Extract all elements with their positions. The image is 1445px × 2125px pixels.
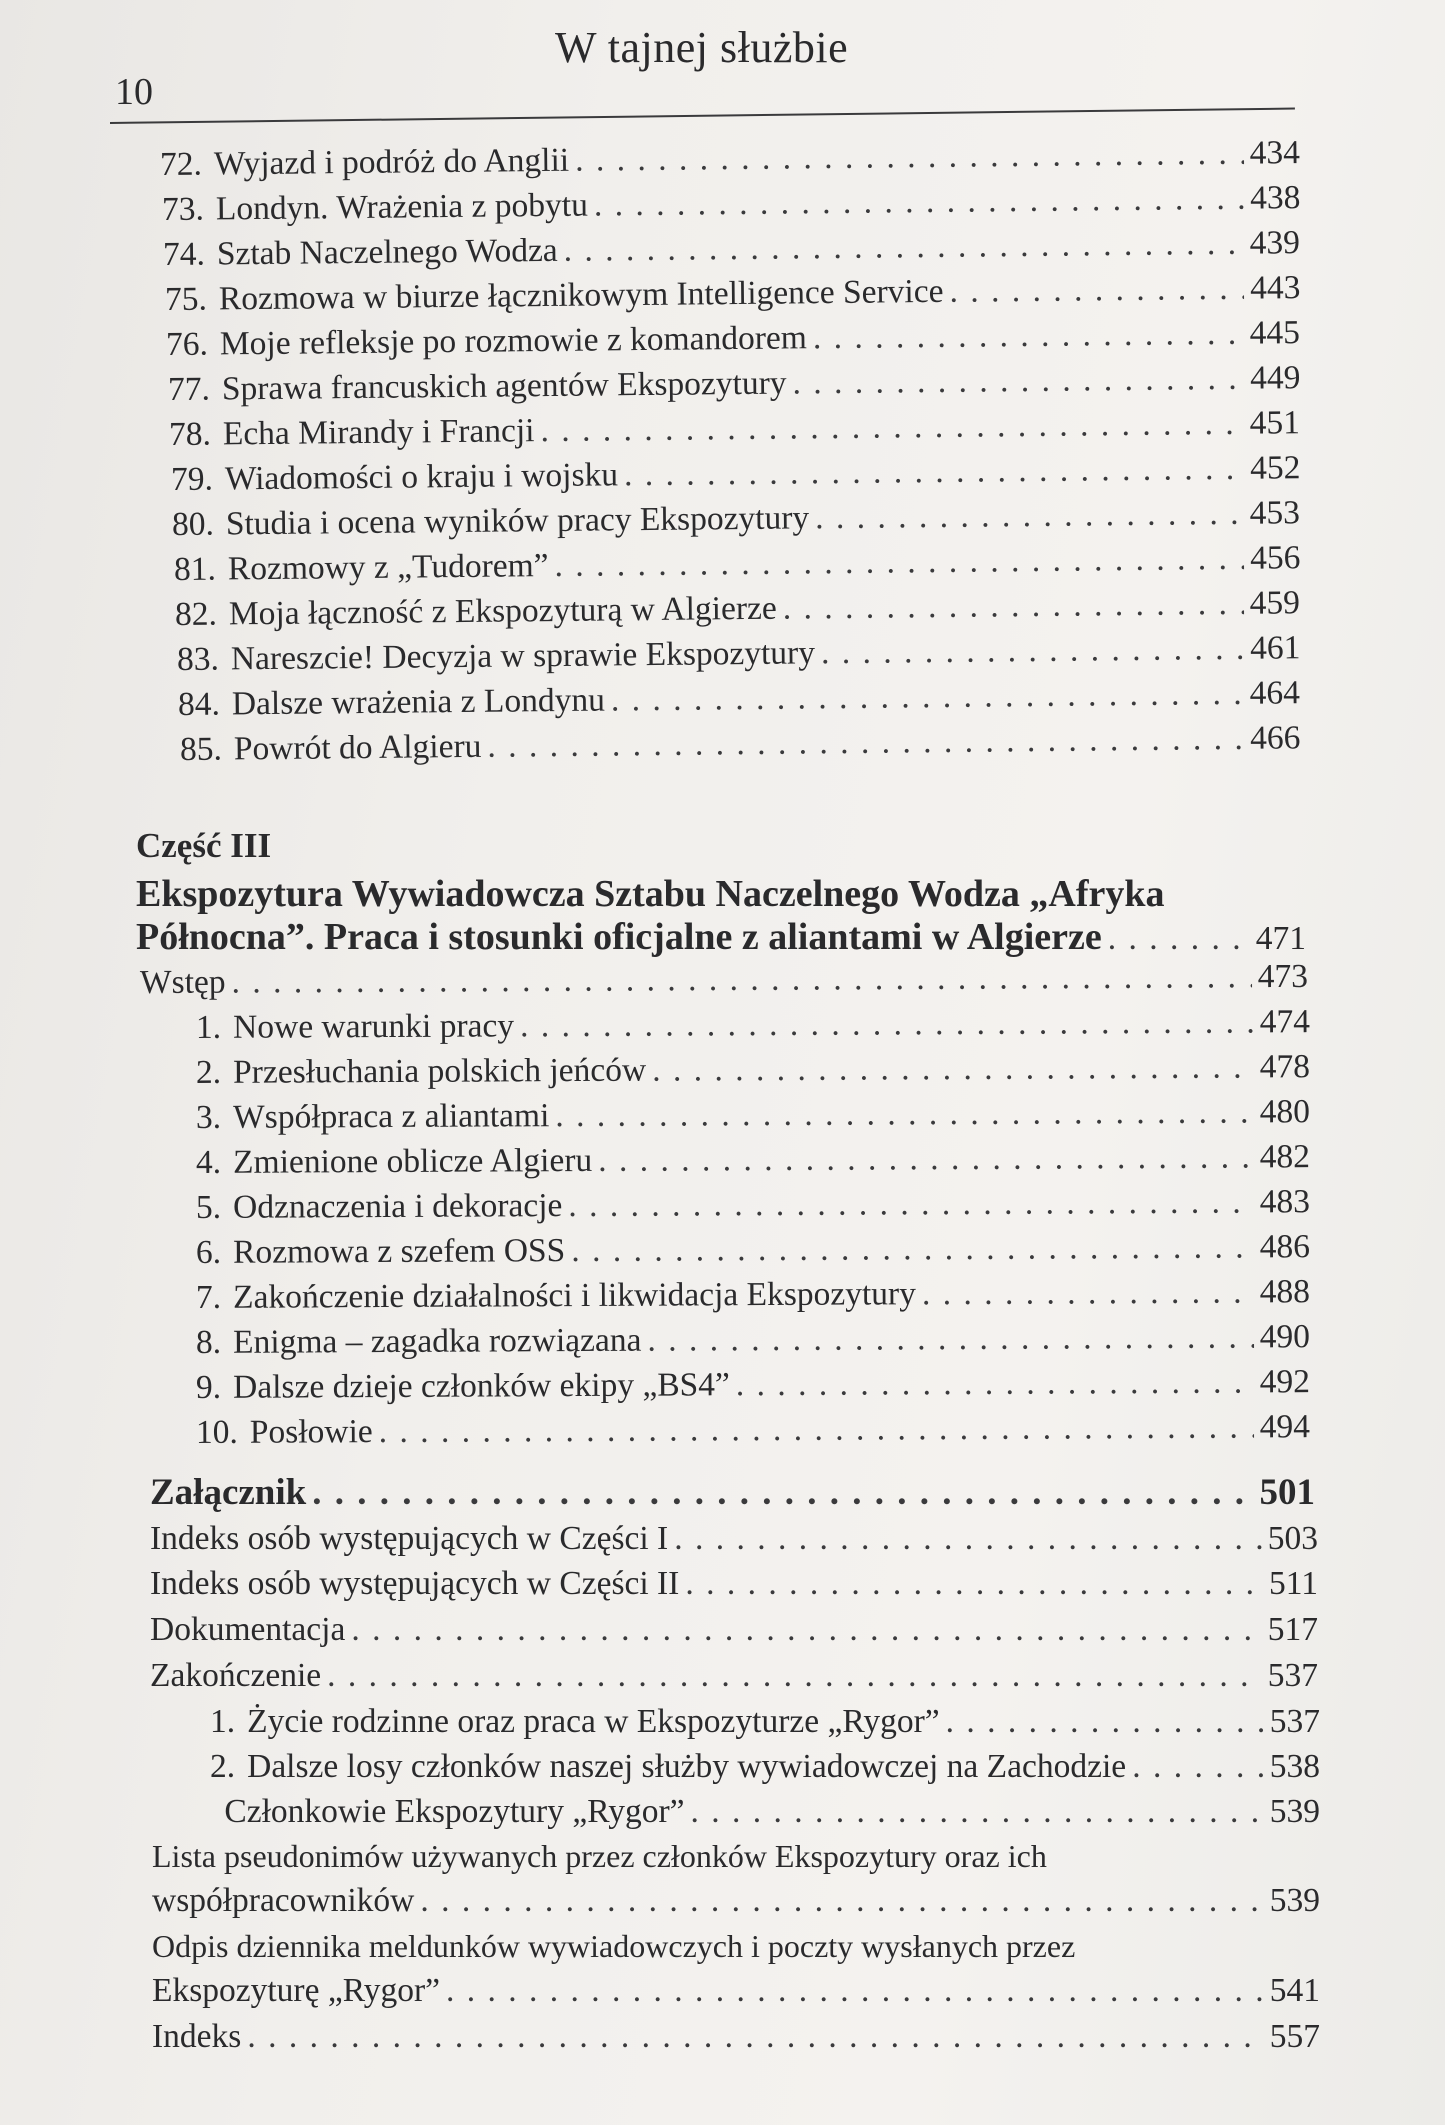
- entry-title: Wstęp: [139, 963, 226, 1001]
- entry-title: Londyn. Wrażenia z pobytu: [215, 186, 588, 228]
- entry-number: 74.: [162, 235, 206, 273]
- leader-dots: [647, 1320, 1253, 1357]
- entry-title: Dalsze wrażenia z Londynu: [231, 681, 606, 723]
- entry-title-line-1: Odpis dziennika meldunków wywiadowczych i poczty wysłanych przez: [152, 1928, 1076, 1964]
- entry-number: 76.: [165, 325, 209, 363]
- entry-title: Nareszcie! Decyzja w sprawie Ekspozytury: [230, 634, 815, 678]
- page-ref: 449: [1249, 359, 1301, 397]
- entry-number: 85.: [179, 730, 222, 768]
- leader-dots: [949, 272, 1244, 309]
- entry-number: 9.: [195, 1368, 222, 1406]
- entry-number: 2.: [210, 1748, 236, 1785]
- page-ref: 464: [1249, 674, 1301, 712]
- page-ref: 541: [1269, 1972, 1320, 2009]
- page-ref: 473: [1257, 957, 1309, 996]
- leader-dots: [575, 137, 1244, 177]
- leader-dots: [813, 317, 1244, 355]
- running-title: W tajnej służbie: [555, 23, 849, 72]
- toc-entry-78: [169, 406, 1300, 451]
- toc-entry-part3-1: [196, 1005, 1310, 1044]
- entry-title: Posłowie: [249, 1413, 373, 1451]
- entry-title: Dalsze losy członków naszej służby wywiadowczej na Zachodzie: [247, 1748, 1127, 1785]
- page-ref: 501: [1259, 1472, 1315, 1513]
- entry-title: Przesłuchania polskich jeńców: [233, 1051, 647, 1091]
- entry-number: 77.: [167, 370, 210, 408]
- toc-entry-appendix-item: [150, 1567, 1318, 1601]
- entry-number: 10.: [195, 1413, 238, 1451]
- entry-title: Indeks: [152, 2018, 242, 2055]
- part-title-line-2-row: [136, 918, 1306, 956]
- page-ref: 439: [1249, 224, 1301, 262]
- entry-number: 84.: [177, 685, 221, 723]
- entry-number: 72.: [159, 145, 203, 183]
- toc-entry-85: [179, 721, 1300, 766]
- entry-number: 3.: [195, 1098, 222, 1136]
- leader-dots: [487, 722, 1244, 763]
- entry-number: 80.: [171, 505, 215, 543]
- page-ref: 453: [1249, 494, 1301, 532]
- page-number: 10: [115, 71, 153, 113]
- toc-entry-appendix: [150, 1474, 1315, 1511]
- entry-title: Rozmowa w biurze łącznikowym Intelligence Service: [218, 272, 944, 318]
- entry-title: Zakończenie działalności i likwidacja Ekspozytury: [233, 1275, 916, 1316]
- leader-dots: [792, 362, 1244, 400]
- entry-number: 7.: [195, 1278, 222, 1316]
- leader-dots: [685, 1567, 1263, 1601]
- entry-number: 1.: [210, 1703, 236, 1740]
- toc-entry-journal: [152, 1974, 1320, 2008]
- leader-dots: [554, 542, 1244, 583]
- leader-dots: [420, 1884, 1263, 1918]
- toc-entry-appendix-item: [150, 1522, 1318, 1556]
- toc-entry-80: [172, 496, 1300, 541]
- entry-title: Indeks osób występujących w Części II: [150, 1565, 680, 1602]
- leader-dots: [312, 1474, 1253, 1511]
- toc-entry-part3-8: [196, 1320, 1310, 1359]
- toc-entry-appendix-subitem: [210, 1705, 1320, 1739]
- leader-dots: [446, 1974, 1264, 2008]
- entry-title: Enigma – zagadka rozwiązana: [233, 1321, 642, 1361]
- leader-dots: [593, 182, 1244, 222]
- leader-dots: [1108, 922, 1250, 956]
- header-rule: [110, 108, 1295, 124]
- page-ref: 503: [1267, 1520, 1318, 1557]
- toc-entry-74: [163, 226, 1300, 271]
- toc-entry-73: [161, 181, 1300, 226]
- entry-number: 82.: [174, 595, 218, 633]
- entry-number: 78.: [168, 415, 212, 453]
- leader-dots: [571, 1230, 1254, 1267]
- entry-number: 6.: [195, 1233, 222, 1271]
- toc-entry-part3-5: [196, 1185, 1310, 1224]
- page-ref: 480: [1259, 1093, 1311, 1131]
- toc-entry-appendix-subitem: [210, 1750, 1320, 1784]
- entry-title: Wyjazd i podróż do Anglii: [213, 141, 570, 183]
- part-title-line-2: Północna”. Praca i stosunki oficjalne z aliantami w Algierze: [136, 916, 1102, 958]
- page-ref: 478: [1259, 1048, 1311, 1086]
- leader-dots: [611, 677, 1244, 717]
- toc-entry-82: [175, 586, 1300, 631]
- toc-entry-81: [173, 541, 1300, 586]
- leader-dots: [351, 1613, 1261, 1647]
- toc-entry-part3-10: [196, 1410, 1310, 1449]
- entry-number: 4.: [195, 1143, 222, 1181]
- page-ref: 517: [1267, 1611, 1318, 1648]
- page-ref: 483: [1259, 1183, 1311, 1221]
- entry-title: Moje refleksje po rozmowie z komandorem: [219, 319, 808, 363]
- entry-title: Indeks osób występujących w Części I: [150, 1520, 669, 1557]
- toc-entry-intro: [139, 957, 1309, 1001]
- page-ref: 557: [1269, 2018, 1320, 2055]
- leader-dots: [520, 1005, 1254, 1042]
- page-ref: 494: [1259, 1408, 1311, 1446]
- entry-title: Echa Mirandy i Francji: [222, 412, 535, 453]
- page-ref: 443: [1249, 269, 1301, 307]
- leader-dots: [623, 452, 1244, 492]
- leader-dots: [820, 632, 1244, 670]
- toc-entry-72: [160, 136, 1300, 181]
- entry-title: Moja łączność z Ekspozyturą w Algierze: [228, 589, 777, 633]
- leader-dots: [540, 407, 1244, 448]
- leader-dots: [652, 1050, 1254, 1087]
- entry-number: 79.: [170, 460, 213, 498]
- page-ref: 438: [1249, 179, 1301, 217]
- toc-entry-part3-2: [196, 1050, 1310, 1089]
- leader-dots: [598, 1140, 1254, 1177]
- entry-number: 75.: [164, 280, 207, 318]
- leader-dots: [783, 587, 1244, 625]
- toc-entry-part3-4: [196, 1140, 1310, 1179]
- toc-entry-appendix-subitem: [210, 1795, 1320, 1829]
- entry-title: Wiadomości o kraju i wojsku: [224, 456, 618, 498]
- page-ref: 471: [1255, 920, 1306, 957]
- page-ref: 537: [1267, 1657, 1318, 1694]
- entry-title: Członkowie Ekspozytury „Rygor”: [224, 1793, 685, 1830]
- entry-title: Studia i ocena wyników pracy Ekspozytury: [225, 499, 810, 543]
- page-ref: 466: [1249, 719, 1301, 757]
- entry-title: Zmienione oblicze Algieru: [233, 1141, 593, 1181]
- leader-dots: [815, 497, 1244, 535]
- entry-number: 81.: [173, 550, 216, 588]
- toc-entry-part3-3: [196, 1095, 1310, 1134]
- entry-title: Zakończenie: [150, 1657, 322, 1694]
- entry-number: 2.: [195, 1053, 222, 1091]
- entry-title: Załącznik: [150, 1472, 307, 1513]
- toc-entry-84: [178, 676, 1300, 721]
- leader-dots: [379, 1410, 1254, 1448]
- page-ref: 488: [1259, 1273, 1311, 1311]
- leader-dots: [690, 1795, 1263, 1829]
- leader-dots: [1132, 1750, 1264, 1784]
- toc-entry-75: [164, 271, 1300, 316]
- toc-entry-index: [152, 2020, 1320, 2054]
- entry-title: Powrót do Algieru: [233, 727, 482, 768]
- page-ref: 451: [1249, 404, 1301, 442]
- entry-number: 83.: [176, 640, 219, 678]
- page-ref: 452: [1249, 449, 1301, 487]
- toc-entry-77: [167, 361, 1300, 406]
- toc-entry-83: [176, 631, 1300, 676]
- entry-title: Odznaczenia i dekoracje: [233, 1187, 563, 1226]
- part-title-line-1: Ekspozytura Wywiadowcza Sztabu Naczelnego Wodza „Afryka: [136, 873, 1165, 915]
- page-ref: 461: [1249, 629, 1301, 667]
- entry-number: 5.: [195, 1188, 222, 1226]
- leader-dots: [736, 1365, 1254, 1401]
- leader-dots: [564, 227, 1244, 268]
- part-label: Część III: [136, 826, 272, 865]
- page-ref: 456: [1249, 539, 1301, 577]
- leader-dots: [922, 1275, 1254, 1310]
- page-ref: 459: [1249, 584, 1301, 622]
- page-ref: 490: [1259, 1318, 1311, 1356]
- leader-dots: [568, 1185, 1254, 1222]
- page-ref: 445: [1249, 314, 1301, 352]
- page-ref: 537: [1269, 1703, 1320, 1740]
- entry-title: Sprawa francuskich agentów Ekspozytury: [221, 364, 787, 408]
- toc-entry-76: [166, 316, 1300, 361]
- entry-title: współpracowników: [152, 1882, 415, 1919]
- page-ref: 539: [1269, 1882, 1320, 1919]
- entry-number: 73.: [161, 190, 204, 228]
- entry-title-line-1: Lista pseudonimów używanych przez członków Ekspozytury oraz ich: [152, 1838, 1047, 1874]
- leader-dots: [232, 960, 1252, 999]
- page-ref: 486: [1259, 1228, 1311, 1266]
- page-ref: 434: [1249, 134, 1301, 172]
- toc-entry-appendix-item: [150, 1659, 1318, 1693]
- page-ref: 482: [1259, 1138, 1311, 1176]
- page-ref: 511: [1268, 1565, 1318, 1602]
- toc-entry-appendix-item: [150, 1613, 1318, 1647]
- page-ref: 492: [1259, 1363, 1311, 1401]
- leader-dots: [555, 1095, 1254, 1132]
- toc-entry-79: [170, 451, 1300, 496]
- entry-number: 1.: [195, 1008, 222, 1046]
- toc-entry-pseudonyms: [152, 1884, 1320, 1918]
- leader-dots: [946, 1705, 1264, 1739]
- toc-entry-part3-7: [196, 1275, 1310, 1314]
- entry-title: Nowe warunki pracy: [233, 1007, 515, 1046]
- page-ref: 538: [1269, 1748, 1320, 1785]
- leader-dots: [247, 2020, 1263, 2054]
- entry-title: Dokumentacja: [150, 1611, 346, 1648]
- leader-dots: [327, 1659, 1262, 1693]
- entry-title: Rozmowy z „Tudorem”: [227, 547, 549, 588]
- entry-title: Rozmowa z szefem OSS: [233, 1232, 566, 1271]
- leader-dots: [674, 1522, 1262, 1556]
- entry-title: Współpraca z aliantami: [233, 1097, 550, 1136]
- entry-title: Dalsze dzieje członków ekipy „BS4”: [233, 1366, 730, 1406]
- toc-entry-part3-6: [196, 1230, 1310, 1269]
- toc-entry-part3-9: [196, 1365, 1310, 1404]
- entry-title: Sztab Naczelnego Wodza: [216, 231, 558, 273]
- page-ref: 539: [1269, 1793, 1320, 1830]
- page-ref: 474: [1259, 1003, 1311, 1041]
- entry-title: Ekspozyturę „Rygor”: [152, 1972, 440, 2009]
- entry-title: Życie rodzinne oraz praca w Ekspozyturze „Rygor”: [247, 1703, 940, 1740]
- entry-number: 8.: [195, 1323, 222, 1361]
